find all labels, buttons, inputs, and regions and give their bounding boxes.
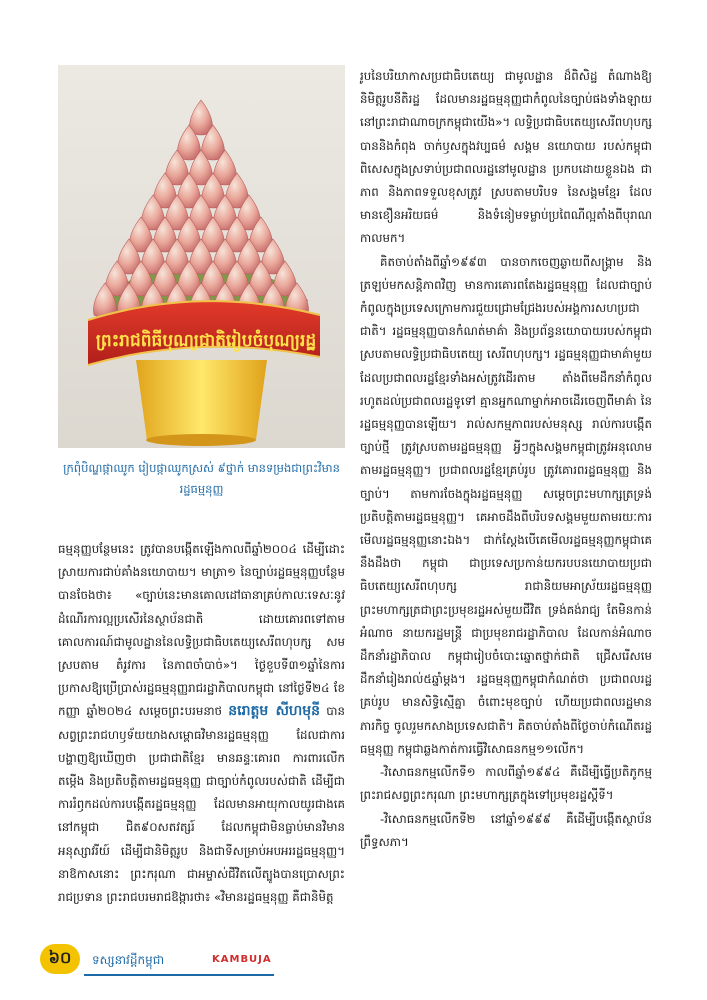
page-number: ៦០	[40, 944, 80, 974]
paragraph-text: ធម្មនុញ្ញបន្ថែមនេះ ត្រូវបានបង្កើតឡើងកាលពីឆ្នាំ២០០៤ ដើម្បីដោះស្រាយការជាប់គាំងនយោបាយ។ មាត្រា១ នៃច្បាប់រដ្ឋធម្មនុញ្ញបន្ថែមបានចែងថា៖ «ច្បាប់នេះមានគោលដៅធានាគ្រប់កាលៈទេសៈនូវដំណើរការល្អប្រសើរនៃស្ថាប័នជាតិ ដោយគោរពទៅតាមគោលការណ៍ជាមូលដ្ឋាននៃលទ្ធិប្រជាធិបតេយ្យសេរីពហុបក្ស សមស្របតាម តំរូវការ នៃភាពចាំបាច់»។ ថ្ងៃខួបទី៣១ឆ្នាំនៃការប្រកាសឱ្យប្រើប្រាស់រដ្ឋធម្មនុញ្ញរាជរដ្ឋាភិបាលកម្ពុជា នៅថ្ងៃទី២៤ ខែកញ្ញា ឆ្នាំ២០២៤ សម្ដេចព្រះបរមនាថ	[58, 542, 345, 719]
paragraph: -វិសោធនកម្មលើកទី១ កាលពីឆ្នាំ១៩៩៤ គឺដើម្បីធ្វើប្រតិភូកម្ម ព្រះរាជសព្វព្រះករុណា ព្រះមហាក្សត្រក្នុងទៅប្រមុខរដ្ឋស្តីទី។	[360, 765, 652, 803]
brand-name: KAMBUJA	[212, 954, 272, 965]
banner-text: ព្រះរាជពិធីបុណ្យជាតិរៀបចំបុណ្យរដ្ឋ	[95, 331, 317, 351]
right-column	[360, 65, 652, 854]
paragraph	[58, 538, 345, 909]
lotus-bud	[189, 100, 212, 135]
page-footer	[40, 940, 280, 984]
lotus-arrangement-illustration	[58, 65, 345, 448]
lotus-offering-photo	[58, 65, 345, 448]
left-column	[58, 538, 345, 909]
paragraph-text: បានសព្វព្រះរាជហឫទ័យយាងសម្ពោធវិមានរដ្ឋធម្មនុញ្ញ ដែលជាការបង្ហាញឱ្យឃើញថា ប្រជាជាតិខ្មែរ មានឆន្ទៈគោរព ការពារលើកតម្កើង និងប្រតិបត្តិតាមរដ្ឋធម្មនុញ្ញ ជាច្បាប់កំពូលរបស់ជាតិ ដើម្បីជាការរំឭកដល់ការបង្កើតរដ្ឋធម្មនុញ្ញ ដែលមានអាយុកាលយូរជាងគេនៅកម្ពុជា ជិត៩០សតវត្សរ៍ ដែលកម្ពុជាមិនធ្លាប់មានវិមានអនុស្សាវរីយ៍ ដើម្បីជានិមិត្តរូប និងជាទីសម្រាប់អបអររដ្ឋធម្មនុញ្ញ។ នាឱកាសនោះ ព្រះករុណា ជាអម្ចាស់ជីវិតលើត្បូងបានប្រោសព្រះរាជប្រទាន ព្រះរាជបរមរាជឱង្ការថា៖ «វិមានរដ្ឋធម្មនុញ្ញ គឺជានិមិត្ត	[58, 704, 345, 905]
paragraph: -វិសោធនកម្មលើកទី២ នៅឆ្នាំ១៩៩៩ គឺដើម្បីបង្កើតស្ថាប័នព្រឹទ្ធសភា។	[360, 811, 652, 849]
magazine-title: ទស្សនាវដ្តីកម្ពុជា	[92, 953, 165, 967]
king-name: នរោត្តម សីហមុនី	[228, 703, 321, 720]
figure-caption: ក្រពុំបិណ្ឌផ្កាឈូក រៀបផ្កាឈូកស្រស់ ៩ថ្នាក់ មានទម្រងជាព្រះវិមានរដ្ឋធម្មនុញ្ញ	[63, 461, 340, 496]
paragraph: រូបនៃបរិយាកាសប្រជាធិបតេយ្យ ជាមូលដ្ឋាន ដ៏ពិសិដ្ឋ តំណាងឱ្យនិមិត្តរូបនីតិរដ្ឋ ដែលមានរដ្ឋធម្មនុញ្ញជាកំពូលនៃច្បាប់ផងទាំងឡាយនៅព្រះរាជាណាចក្រកម្ពុជាយើង»។ លទ្ធិប្រជាធិបតេយ្យសេរីពហុបក្ស បាននិងកំពុង ចាក់ឫសក្នុងវប្បធម៌ សង្គម នយោបាយ របស់កម្ពុជា ពិសេសក្នុងស្រទាប់ប្រជាពលរដ្ឋនៅមូលដ្ឋាន ប្រកបដោយខ្លួនឯង ជាភាព និងភាពទទួលខុសត្រូវ ស្របតាមបរិបទ នៃសង្គមខ្មែរ ដែលមានខឿនអរិយធម៌ និងទំនៀមទម្លាប់ប្រពៃណីល្អតាំងពីបុរាណកាលមក។	[360, 69, 652, 246]
footer-rule	[84, 974, 274, 976]
paragraph: គិតចាប់តាំងពីឆ្នាំ១៩៩៣ បានចាកចេញឆ្ងាយពីសង្គ្រាម និងត្រឡប់មកសន្តិភាពវិញ មានការគោរពតែងរដ្ឋធម្មនុញ្ញ ដែលជាច្បាប់កំពូលក្នុងប្រទេសក្រោមការជួយជ្រោមជ្រែងរបស់អង្គការសហប្រជាជាតិ។ រដ្ឋធម្មនុញ្ញបានកំណត់មាគ៌ា និងប្រព័ន្ធនយោបាយរបស់កម្ពុជា ស្របតាមលទ្ធិប្រជាធិបតេយ្យ សេរីពហុបក្ស។ រដ្ឋធម្មនុញ្ញជាមាគ៌ាមួយ ដែលប្រជាពលរដ្ឋខ្មែរទាំងអស់ត្រូវដើរតាម តាំងពីមេដឹកនាំកំពូល រហូតដល់ប្រជាពលរដ្ឋទូទៅ គ្មានអ្នកណាម្នាក់អាចដើរចេញពីមាគ៌ា នៃរដ្ឋធម្មនុញ្ញបានឡើយ។ រាល់សកម្មភាពរបស់មនុស្ស រាល់ការបង្កើតច្បាប់ថ្មី ត្រូវស្របតាមរដ្ឋធម្មនុញ្ញ អ្វីៗក្នុងសង្គមកម្ពុជាត្រូវអនុលោមតាមរដ្ឋធម្មនុញ្ញ។ ប្រជាពលរដ្ឋខ្មែរគ្រប់រូប ត្រូវគោរពរដ្ឋធម្មនុញ្ញ និងច្បាប់។ តាមការចែងក្នុងរដ្ឋធម្មនុញ្ញ សម្ដេចព្រះមហាក្សត្រទ្រង់ប្រតិបត្តិតាមរដ្ឋធម្មនុញ្ញ។ គេអាចដឹងពីបរិបទសង្គមមួយតាមរយៈការមើលរដ្ឋធម្មនុញ្ញនោះឯង។ ជាក់ស្តែងបើគេមើលរដ្ឋធម្មនុញ្ញកម្ពុជាគេនឹងដឹងថា កម្ពុជា ជាប្រទេសប្រកាន់យករបបនយោបាយប្រជាធិបតេយ្យសេរីពហុបក្ស រាជានិយមអាស្រ័យរដ្ឋធម្មនុញ្ញ ព្រះមហាក្សត្រជាព្រះប្រមុខរដ្ឋអស់មួយជីវិត ទ្រង់គង់រាជ្យ តែមិនកាន់អំណាច នាយករដ្ឋមន្ត្រី ជាប្រមុខរាជរដ្ឋាភិបាល ដែលកាន់អំណាច ដឹកនាំរដ្ឋាភិបាល កម្ពុជារៀបចំបោះឆ្នោតថ្នាក់ជាតិ ជ្រើសរើសមេដឹកនាំរៀងរាល់៥ឆ្នាំម្តង។ រដ្ឋធម្មនុញ្ញកម្ពុជាកំណត់ថា ប្រជាពលរដ្ឋគ្រប់រូប មានសិទ្ធិស្មើគ្នា ចំពោះមុខច្បាប់ ហើយប្រជាពលរដ្ឋមានភារកិច្ច ចូលរួមកសាងប្រទេសជាតិ។ គិតចាប់តាំងពីថ្ងៃចាប់កំណើតរដ្ឋធម្មនុញ្ញ កម្ពុជាឆ្លងកាត់ការធ្វើវិសោធនកម្ម១១លើក។	[360, 254, 652, 756]
